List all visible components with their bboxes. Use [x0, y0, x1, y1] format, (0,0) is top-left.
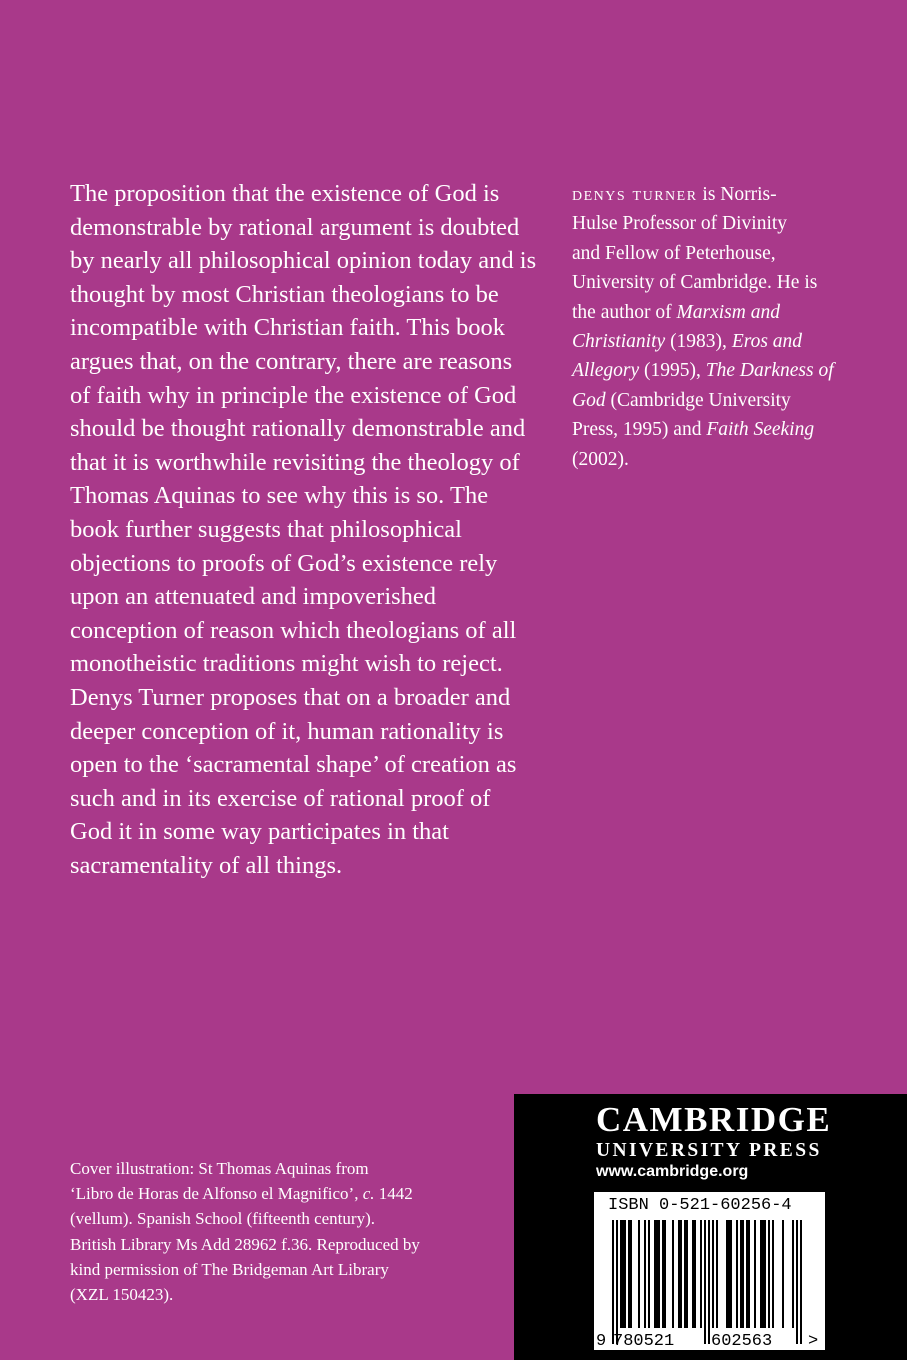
publisher-name: CAMBRIDGE: [596, 1100, 832, 1139]
author-bio-line: Christianity (1983), Eros and: [572, 331, 803, 353]
ean-quiet-zone-marker: >: [808, 1332, 819, 1350]
publisher-url: www.cambridge.org: [596, 1163, 749, 1180]
description-line: demonstrable by rational argument is doubted: [70, 213, 520, 241]
book-title: Eros and: [731, 331, 803, 353]
description-line: that it is worthwhile revisiting the theology of: [70, 448, 520, 476]
description-line: objections to proofs of God’s existence rely: [70, 549, 498, 577]
description-line: deeper conception of it, human rationality is: [70, 717, 504, 745]
description-line: sacramentality of all things.: [70, 851, 343, 879]
ean-first-digit: 9: [596, 1332, 607, 1350]
author-bio-line: Hulse Professor of Divinity: [572, 213, 788, 235]
barcode-panel: [594, 1192, 825, 1350]
publisher-subname: UNIVERSITY PRESS: [596, 1140, 822, 1161]
description-line: thought by most Christian theologians to be: [70, 280, 499, 308]
ean-right-digits: 602563: [711, 1332, 773, 1350]
credit-line: Cover illustration: St Thomas Aquinas from: [70, 1159, 369, 1178]
author-bio-line: God (Cambridge University: [572, 389, 791, 411]
description-line: argues that, on the contrary, there are reasons: [70, 347, 513, 375]
description-line: God it in some way participates in that: [70, 818, 449, 846]
ean-left-digits: 780521: [613, 1332, 675, 1350]
book-title: Faith Seeking: [706, 419, 815, 441]
description-line: upon an attenuated and impoverished: [70, 583, 437, 611]
credit-line: (XZL 150423).: [70, 1285, 174, 1305]
credit-line: ‘Libro de Horas de Alfonso el Magnifico’, c. 1442: [70, 1184, 413, 1204]
book-title: Christianity: [572, 331, 666, 353]
author-bio-line: the author of Marxism and: [572, 301, 780, 323]
credit-line: kind permission of The Bridgeman Art Library: [70, 1259, 389, 1279]
credit-line: (vellum). Spanish School (fifteenth century).: [70, 1209, 375, 1229]
author-bio-line: denys turner is Norris-: [572, 184, 777, 205]
book-description: [70, 177, 550, 882]
book-title: The Darkness of: [705, 360, 834, 382]
description-line: book further suggests that philosophical: [70, 515, 462, 543]
author-bio-line: Press, 1995) and Faith Seeking: [572, 419, 815, 441]
author-bio-line: University of Cambridge. He is: [572, 272, 818, 294]
description-line: open to the ‘sacramental shape’ of creation as: [70, 751, 517, 779]
isbn-number: ISBN 0-521-60256-4: [608, 1196, 792, 1215]
book-title: Marxism and: [676, 301, 780, 323]
book-title: Allegory: [572, 360, 640, 382]
description-line: Thomas Aquinas to see why this is so. The: [70, 482, 489, 510]
author-bio-line: Allegory (1995), The Darkness of: [572, 360, 834, 382]
cover-illustration-credit: [70, 1156, 470, 1307]
description-line: The proposition that the existence of God is: [70, 180, 500, 207]
ean-digits: [594, 1192, 825, 1350]
publisher-box: [514, 1094, 907, 1360]
description-line: should be thought rationally demonstrable and: [70, 415, 526, 443]
author-bio: [572, 180, 852, 474]
description-line: of faith why in principle the existence of God: [70, 381, 517, 409]
author-name: denys turner: [572, 184, 698, 205]
description-line: Denys Turner proposes that on a broader and: [70, 683, 511, 711]
description-line: incompatible with Christian faith. This book: [70, 314, 506, 342]
book-title: God: [572, 389, 606, 411]
author-bio-line: (2002).: [572, 448, 629, 470]
description-line: conception of reason which theologians of all: [70, 616, 517, 644]
description-line: such and in its exercise of rational proof of: [70, 784, 491, 812]
description-line: monotheistic traditions might wish to reject.: [70, 650, 503, 678]
author-bio-line: and Fellow of Peterhouse,: [572, 242, 776, 264]
credit-line: British Library Ms Add 28962 f.36. Reproduced by: [70, 1234, 420, 1254]
description-line: by nearly all philosophical opinion today and is: [70, 247, 537, 275]
